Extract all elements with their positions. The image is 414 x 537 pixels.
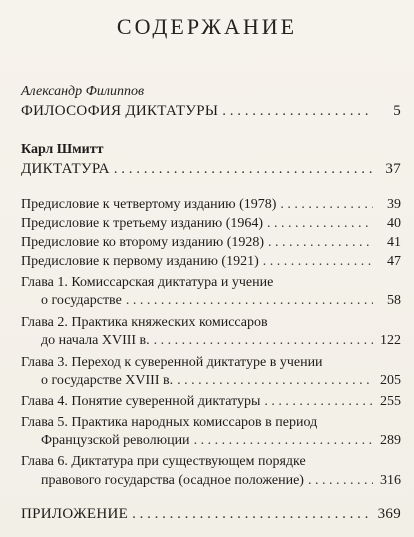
- toc-entry-chapter-3[interactable]: [41, 372, 401, 390]
- toc-entry-philosophy[interactable]: [21, 102, 401, 120]
- author-schmitt: Карл Шмитт: [21, 142, 104, 157]
- toc-page-number: 255: [380, 394, 401, 409]
- dot-leader: [132, 505, 373, 523]
- toc-page-number: 5: [393, 103, 401, 119]
- toc-entry-preface-1[interactable]: [21, 253, 401, 271]
- dot-leader: [263, 253, 373, 271]
- toc-entry-chapter-2-line1[interactable]: Глава 2. Практика княжеских комиссаров: [21, 315, 268, 330]
- dot-leader: [280, 196, 373, 214]
- toc-page-number: 47: [387, 254, 401, 269]
- toc-entry-title: Предисловие к первому изданию (1921): [21, 254, 259, 269]
- toc-page-number: 122: [380, 333, 401, 348]
- toc-entry-title: Предисловие к четвертому изданию (1978): [21, 197, 277, 212]
- toc-entry-preface-4[interactable]: [21, 196, 401, 214]
- dot-leader: [222, 102, 373, 120]
- dot-leader: [264, 393, 373, 411]
- toc-entry-dictatorship[interactable]: [21, 160, 401, 178]
- toc-entry-title: ДИКТАТУРА: [21, 161, 110, 177]
- toc-entry-chapter-5[interactable]: [41, 432, 401, 450]
- dot-leader: [268, 234, 373, 252]
- toc-entry-chapter-1-line1[interactable]: Глава 1. Комиссарская диктатура и учение: [21, 275, 274, 290]
- toc-entry-title: ФИЛОСОФИЯ ДИКТАТУРЫ: [21, 103, 219, 119]
- toc-page-number: 205: [380, 373, 401, 388]
- author-filippov: Александр Филиппов: [21, 84, 145, 99]
- toc-entry-chapter-2[interactable]: [41, 332, 401, 350]
- toc-entry-chapter-3-line1[interactable]: Глава 3. Переход к суверенной диктатуре в учении: [21, 355, 323, 370]
- dot-leader: [154, 332, 373, 350]
- toc-entry-title: Глава 4. Понятие суверенной диктатуры: [21, 394, 261, 409]
- toc-entry-chapter-6-line1[interactable]: Глава 6. Диктатура при существующем порядке: [21, 454, 306, 469]
- toc-entry-title: Французской революции: [41, 433, 190, 448]
- toc-entry-title: Предисловие ко второму изданию (1928): [21, 235, 265, 250]
- toc-entry-title: о государстве: [41, 293, 122, 308]
- dot-leader: [308, 472, 373, 490]
- toc-page-number: 369: [377, 506, 401, 522]
- toc-entry-preface-3[interactable]: [21, 215, 401, 233]
- toc-entry-preface-2[interactable]: [21, 234, 401, 252]
- toc-page-number: 289: [380, 433, 401, 448]
- toc-entry-chapter-1[interactable]: [41, 292, 401, 310]
- toc-page-number: 58: [387, 293, 401, 308]
- toc-entry-appendix[interactable]: [21, 505, 401, 523]
- page-title: СОДЕРЖАНИЕ: [116, 14, 298, 39]
- toc-entry-title: правового государства (осадное положение): [41, 473, 304, 488]
- toc-page-number: 37: [385, 161, 401, 177]
- toc-page-number: 40: [387, 216, 401, 231]
- dot-leader: [177, 372, 373, 390]
- toc-page-number: 41: [387, 235, 401, 250]
- toc-entry-chapter-5-line1[interactable]: Глава 5. Практика народных комиссаров в период: [21, 415, 318, 430]
- toc-entry-title: о государстве XVIII в.: [41, 373, 174, 388]
- toc-entry-chapter-6[interactable]: [41, 472, 401, 490]
- toc-page-number: 316: [380, 473, 401, 488]
- toc-entry-title: ПРИЛОЖЕНИЕ: [21, 506, 129, 522]
- dot-leader: [114, 160, 373, 178]
- toc-page-number: 39: [387, 197, 401, 212]
- toc-entry-chapter-4[interactable]: [21, 393, 401, 411]
- dot-leader: [126, 292, 373, 310]
- toc-entry-title: Предисловие к третьему изданию (1964): [21, 216, 264, 231]
- dot-leader: [194, 432, 373, 450]
- toc-entry-title: до начала XVIII в.: [41, 333, 150, 348]
- dot-leader: [267, 215, 373, 233]
